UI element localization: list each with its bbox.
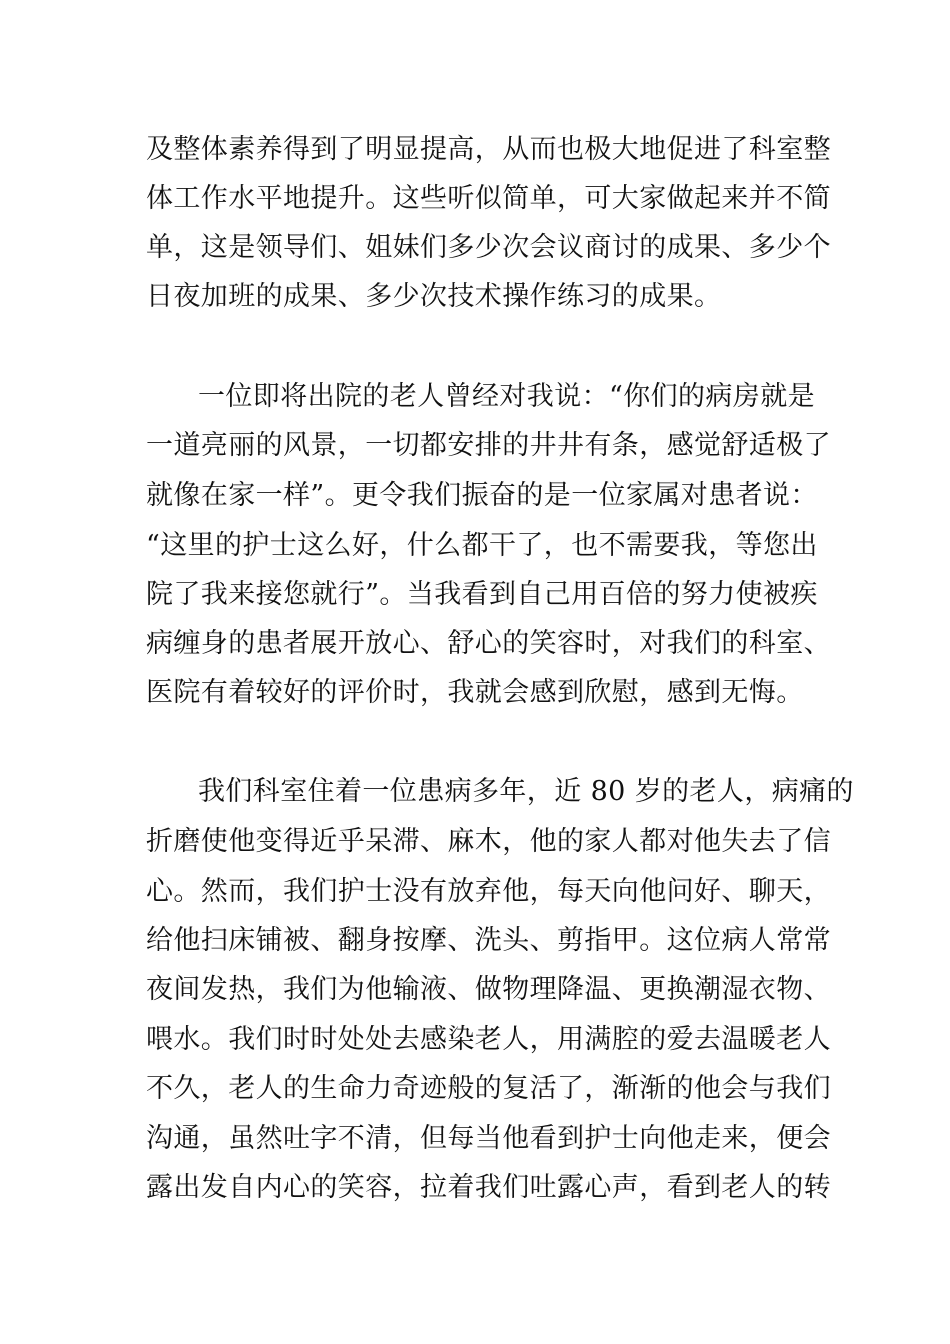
paragraph-3-line-3: 心。然而，我们护士没有放弃他，每天向他问好、聊天， <box>146 876 831 907</box>
paragraph-2-line-2: 一道亮丽的风景，一切都安排的井井有条，感觉舒适极了 <box>146 430 831 461</box>
paragraph-3-line-7: 不久，老人的生命力奇迹般的复活了，渐渐的他会与我们 <box>146 1073 831 1104</box>
paragraph-2-line-1: 一位即将出院的老人曾经对我说：“你们的病房就是 <box>198 381 816 412</box>
paragraph-2-line-7: 医院有着较好的评价时，我就会感到欣慰，感到无悔。 <box>146 677 804 708</box>
paragraph-3-line-9: 露出发自内心的笑容，拉着我们吐露心声，看到老人的转 <box>146 1172 831 1203</box>
paragraph-1-line-2: 体工作水平地提升。这些听似简单，可大家做起来并不简 <box>146 183 831 214</box>
paragraph-1-line-3: 单，这是领导们、姐妹们多少次会议商讨的成果、多少个 <box>146 232 831 263</box>
paragraph-2-line-4: “这里的护士这么好，什么都干了，也不需要我，等您出 <box>146 530 818 561</box>
paragraph-1-line-4: 日夜加班的成果、多少次技术操作练习的成果。 <box>146 281 722 312</box>
paragraph-3-line-5: 夜间发热，我们为他输液、做物理降温、更换潮湿衣物、 <box>146 974 831 1005</box>
paragraph-2-line-5: 院了我来接您就行”。当我看到自己用百倍的努力使被疾 <box>146 579 818 610</box>
paragraph-2-line-6: 病缠身的患者展开放心、舒心的笑容时，对我们的科室、 <box>146 628 831 659</box>
paragraph-3-line-2: 折磨使他变得近乎呆滞、麻木，他的家人都对他失去了信 <box>146 826 831 857</box>
paragraph-3-line-4: 给他扫床铺被、翻身按摩、洗头、剪指甲。这位病人常常 <box>146 925 831 956</box>
paragraph-3-line-8: 沟通，虽然吐字不清，但每当他看到护士向他走来，便会 <box>146 1123 831 1154</box>
paragraph-1-line-1: 及整体素养得到了明显提高，从而也极大地促进了科室整 <box>146 134 831 165</box>
paragraph-3-line-6: 喂水。我们时时处处去感染老人，用满腔的爱去温暖老人 <box>146 1024 831 1055</box>
paragraph-2-line-3: 就像在家一样”。更令我们振奋的是一位家属对患者说： <box>146 480 818 511</box>
paragraph-3-line-1: 我们科室住着一位患病多年，近 80 岁的老人，病痛的 <box>198 776 854 807</box>
